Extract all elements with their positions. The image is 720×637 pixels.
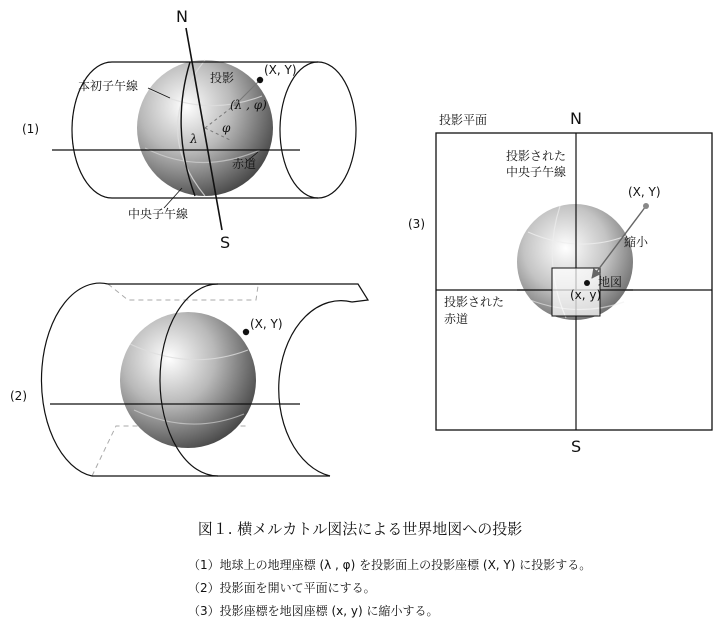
panel-1 — [22, 7, 356, 252]
cylinder-hidden-edge — [108, 284, 258, 300]
point-xy-marker — [584, 280, 590, 286]
north-label: N — [570, 109, 582, 128]
point-geo-label: (λ , φ) — [230, 98, 267, 112]
caption-line-3: （3）投影座標を地図座標 (x, y) に縮小する。 — [188, 604, 439, 618]
central-meridian-label: 中央子午線 — [128, 207, 189, 221]
cylinder-right-rim — [280, 62, 356, 198]
prime-meridian-label: 本初子午線 — [78, 79, 139, 93]
panel-2 — [10, 283, 368, 476]
opened-sheet-left-edge — [41, 283, 108, 476]
shrink-label: 縮小 — [624, 235, 649, 249]
projection-plane-label: 投影平面 — [439, 113, 488, 127]
panel-1-tag: (1) — [22, 122, 39, 136]
point-XY-marker — [643, 203, 649, 209]
point-XY-label: (X, Y) — [250, 317, 283, 331]
figure-caption-title: 図１. 横メルカトル図法による世界地図への投影 — [197, 520, 523, 538]
caption-line-2: （2）投影面を開いて平面にする。 — [188, 581, 376, 595]
map-label: 地図 — [598, 275, 623, 289]
globe — [120, 312, 256, 448]
opened-sheet-right-curve — [279, 301, 352, 476]
phi-label: φ — [222, 121, 231, 135]
point-XY-marker — [257, 77, 263, 83]
projected-meridian-label-line1: 投影された — [506, 149, 567, 163]
equator-label: 赤道 — [232, 157, 257, 171]
lambda-label: λ — [190, 132, 198, 146]
south-label: S — [220, 233, 231, 252]
caption-line-1: （1）地球上の地理座標 (λ , φ) を投影面上の投影座標 (X, Y) に投影する。 — [188, 558, 592, 572]
panel-2-tag: (2) — [10, 389, 27, 403]
point-XY-marker — [243, 329, 249, 335]
projected-equator-label-line2: 赤道 — [444, 312, 469, 326]
projected-meridian-label-line2: 中央子午線 — [506, 165, 567, 179]
panel-3 — [408, 109, 712, 456]
south-label: S — [571, 437, 582, 456]
opened-sheet-top-edge — [108, 284, 368, 302]
panel-3-tag: (3) — [408, 217, 425, 231]
projection-label: 投影 — [210, 71, 235, 85]
point-XY-label: (X, Y) — [264, 63, 297, 77]
north-label: N — [176, 7, 188, 26]
projected-equator-label-line1: 投影された — [444, 295, 505, 309]
point-XY-label: (X, Y) — [628, 185, 661, 199]
point-xy-label: (x, y) — [570, 288, 602, 302]
